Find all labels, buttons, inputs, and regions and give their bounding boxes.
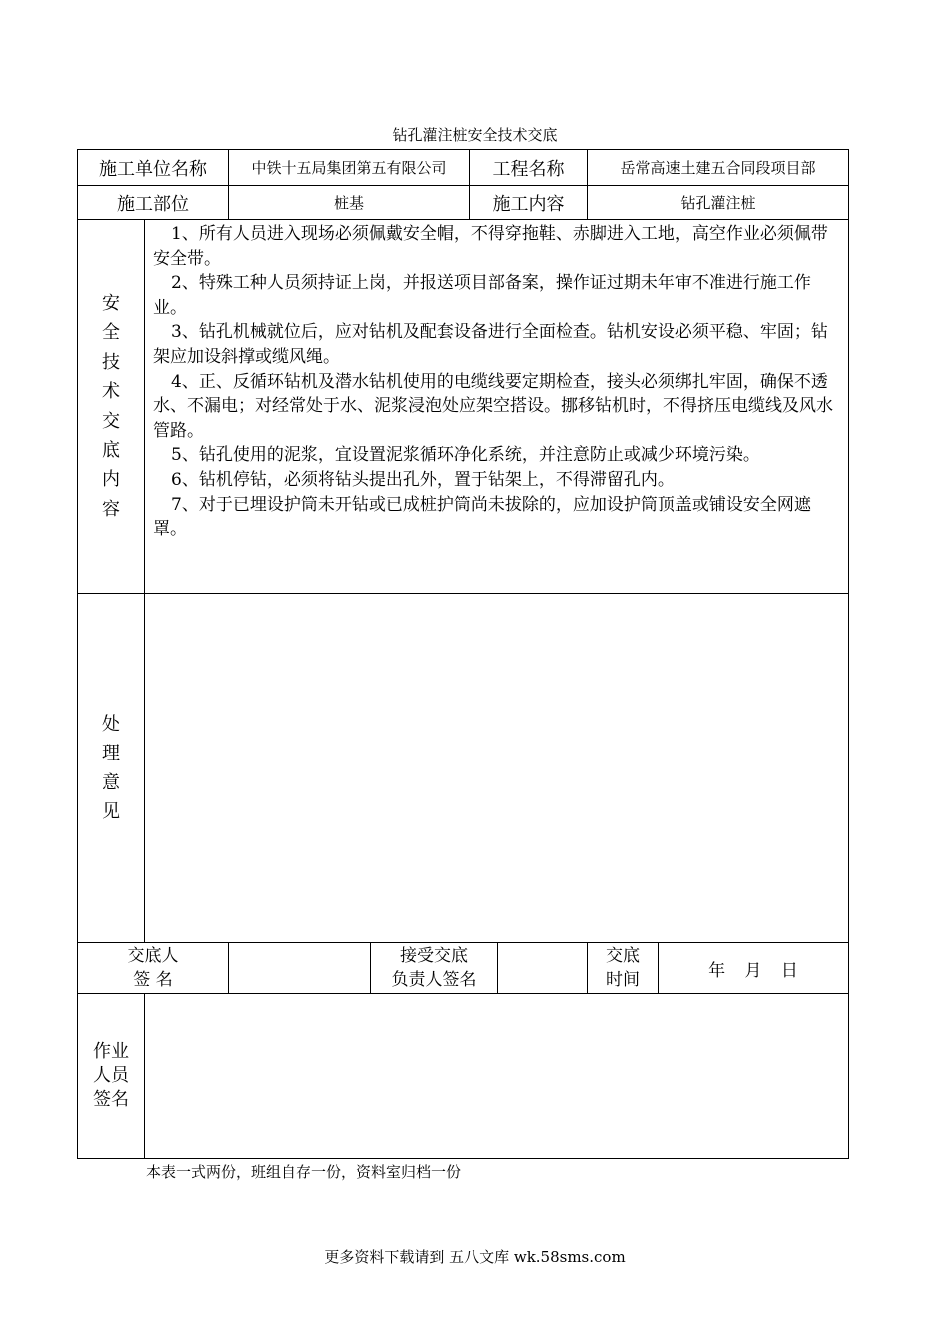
workers-signature-label: 作业 人员 签名 [78, 994, 145, 1159]
disclosure-time-label: 交底 时间 [588, 943, 659, 994]
safety-item-5: 5、钻孔使用的泥浆，宜设置泥浆循环净化系统，并注意防止或减少环境污染。 [171, 445, 760, 466]
disclosure-date-field[interactable]: 年 月 日 [659, 943, 849, 994]
receiver-signature-label: 接受交底 负责人签名 [371, 943, 498, 994]
safety-item-3: 3、钻孔机械就位后，应对钻机及配套设备进行全面检查。钻机安设必须平稳、牢固；钻架应加设斜撑或缆风绳。 [153, 322, 828, 367]
row-unit-project [78, 150, 849, 186]
safety-item-6: 6、钻机停钻，必须将钻头提出孔外，置于钻架上，不得滞留孔内。 [171, 469, 675, 490]
project-name-label: 工程名称 [470, 150, 588, 186]
unit-name-label: 施工单位名称 [78, 150, 229, 186]
row-handling-opinion [78, 594, 849, 943]
safety-content-text [145, 220, 849, 594]
safety-item-2: 2、特殊工种人员须持证上岗，并报送项目部备案，操作证过期未年审不准进行施工作业。 [153, 273, 811, 318]
handling-opinion-field[interactable] [145, 594, 849, 943]
safety-content-label: 安 全 技 术 交 底 内 容 [78, 220, 145, 594]
handling-opinion-label: 处 理 意 见 [78, 594, 145, 943]
safety-item-4: 4、正、反循环钻机及潜水钻机使用的电缆线要定期检查，接头必须绑扎牢固，确保不透水、不漏电；对经常处于水、泥浆浸泡处应架空搭设。挪移钻机时，不得挤压电缆线及风水管路。 [153, 371, 833, 441]
construction-content-label: 施工内容 [470, 186, 588, 220]
page-footer: 更多资料下载请到 五八文库 wk.58sms.com [324, 1248, 626, 1266]
unit-name-value: 中铁十五局集团第五有限公司 [229, 150, 470, 186]
construction-part-label: 施工部位 [78, 186, 229, 220]
receiver-signature-field[interactable] [498, 943, 588, 994]
issuer-signature-label: 交底人 签 名 [78, 943, 229, 994]
form-note: 本表一式两份，班组自存一份，资料室归档一份 [146, 1163, 462, 1181]
issuer-signature-field[interactable] [229, 943, 371, 994]
construction-part-value: 桩基 [229, 186, 470, 220]
construction-content-value: 钻孔灌注桩 [588, 186, 849, 220]
project-name-value: 岳常高速土建五合同段项目部 [588, 150, 849, 186]
document-title: 钻孔灌注桩安全技术交底 [392, 126, 558, 144]
row-safety-content [78, 220, 849, 594]
disclosure-form-table [77, 149, 849, 1159]
row-worker-signatures [78, 994, 849, 1159]
row-signatures [78, 943, 849, 994]
workers-signature-field[interactable] [145, 994, 849, 1159]
safety-item-1: 1、所有人员进入现场必须佩戴安全帽，不得穿拖鞋、赤脚进入工地，高空作业必须佩带安全带。 [153, 224, 828, 269]
safety-item-7: 7、对于已埋设护筒未开钻或已成桩护筒尚未拔除的，应加设护筒顶盖或铺设安全网遮罩。 [153, 494, 811, 540]
row-part-content [78, 186, 849, 220]
